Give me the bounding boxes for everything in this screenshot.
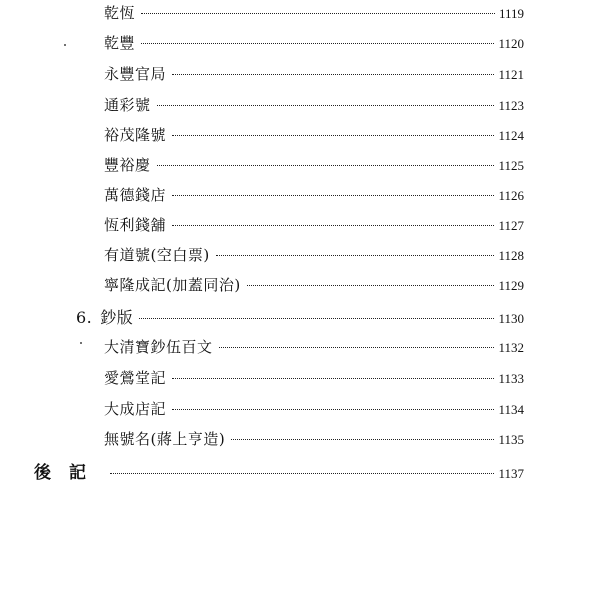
toc-entry [104,184,524,206]
dot-leader [219,347,495,348]
dot-leader [172,135,494,136]
toc-entry [104,214,524,236]
postscript-title: 後記 [34,458,108,483]
dot-leader [157,105,495,106]
dot-leader [172,225,494,226]
page-number: 1135 [498,432,524,447]
page-number: 1128 [498,248,524,263]
page-number: 1133 [498,371,524,386]
page-number: 1137 [498,466,524,481]
page-number: 1119 [498,6,524,21]
dot-leader [247,285,495,286]
toc-entry [104,336,524,358]
dot-leader [139,318,494,319]
page-number: 1127 [498,218,524,233]
entry-title: 恆利錢舖 [104,214,170,235]
entry-title: 寧隆成記(加蓋同治) [104,274,245,295]
toc-entry [104,367,524,389]
toc-entry [104,244,524,266]
dot-leader [172,195,494,196]
page-number: 1123 [498,98,524,113]
section-number: 6. [76,308,93,327]
dot-leader [141,13,495,14]
dot-leader [172,378,494,379]
section-label: 鈔版 [100,308,134,327]
page-number: 1121 [498,67,524,82]
entry-title: 通彩號 [104,94,155,115]
toc-entry [104,32,524,54]
dot-leader [216,255,495,256]
entry-title: 愛鶯堂記 [104,367,170,388]
toc-entry [104,154,524,176]
dot-leader [172,409,494,410]
print-speck [64,44,66,46]
dot-leader [157,165,495,166]
toc-entry [104,94,524,116]
page-number: 1120 [498,36,524,51]
page-number: 1125 [498,158,524,173]
entry-title: 豐裕慶 [104,154,155,175]
print-speck [80,342,82,344]
entry-title: 裕茂隆號 [104,124,170,145]
toc-entry [104,428,524,450]
entry-title: 有道號(空白票) [104,244,214,265]
entry-title: 無號名(蔣上亨造) [104,428,229,449]
entry-title: 大清寶鈔伍百文 [104,336,217,357]
dot-leader [231,439,494,440]
page-number: 1129 [498,278,524,293]
entry-title: 萬德錢店 [104,184,170,205]
entry-title: 永豐官局 [104,63,170,84]
entry-title: 乾豐 [104,32,139,53]
page-number: 1126 [498,188,524,203]
toc-entry [104,274,524,296]
toc-postscript [34,458,524,483]
entry-title: 乾恆 [104,2,139,23]
page-number: 1132 [498,340,524,355]
dot-leader [172,74,494,75]
dot-leader [110,473,494,474]
entry-title: 大成店記 [104,398,170,419]
toc-entry [104,2,524,24]
toc-entry [104,124,524,146]
page-number: 1130 [498,311,524,326]
toc-section-heading [76,305,524,327]
page-number: 1124 [498,128,524,143]
toc-entry [104,398,524,420]
section-title [76,305,137,328]
toc-entry [104,63,524,85]
dot-leader [141,43,494,44]
page-number: 1134 [498,402,524,417]
